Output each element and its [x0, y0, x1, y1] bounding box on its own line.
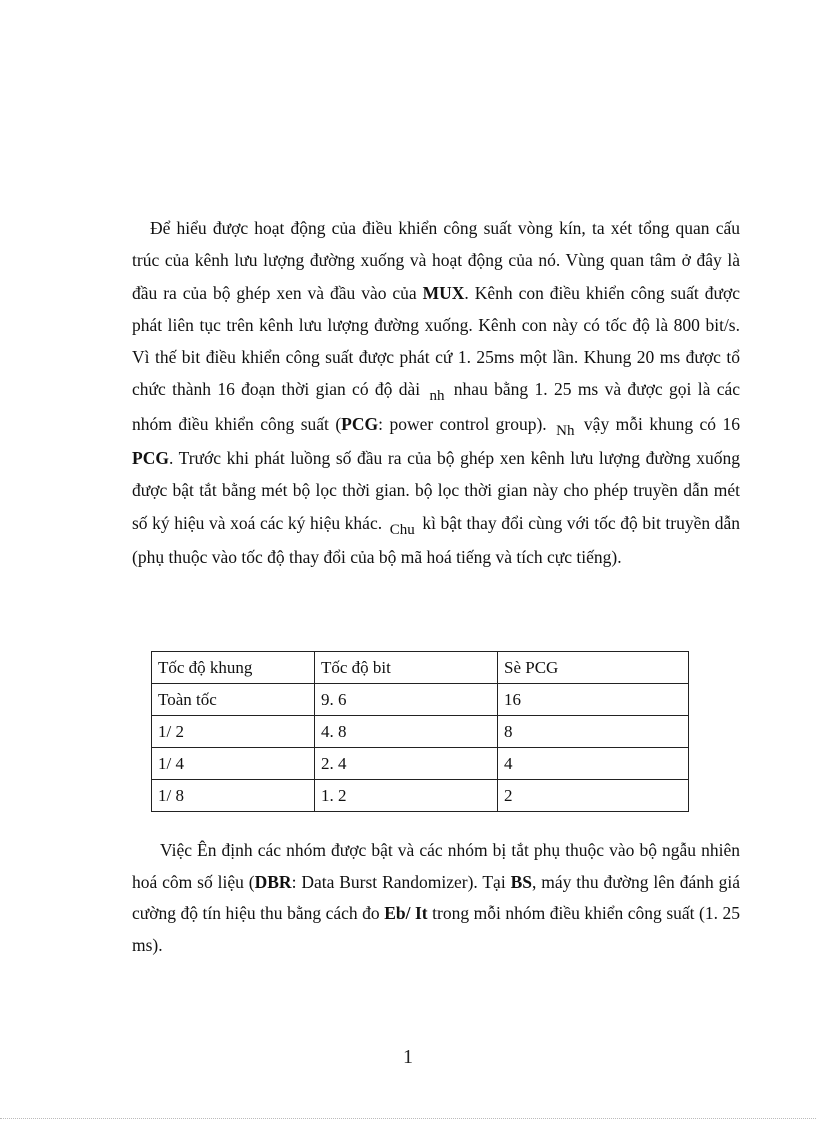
text-run: nhau bằng 1. 25 ms và được gọi là các nhóm điều khiển công suất ( — [132, 379, 740, 434]
cell-frame-rate: 1/ 4 — [152, 748, 315, 780]
header-cell-pcg-count: Sè PCG — [498, 652, 689, 684]
table-row — [152, 780, 689, 812]
table-header-row — [152, 652, 689, 684]
table-row — [152, 748, 689, 780]
cell-frame-rate: 1/ 8 — [152, 780, 315, 812]
cell-pcg-count: 8 — [498, 716, 689, 748]
bold-term: MUX — [422, 282, 465, 303]
text-run: Để hiểu được hoạt động của điều khiển công suất vòng kín, ta xét tổng quan cấu trúc của kênh lưu lượng đường xuống và hoạt động của nó. Vùng quan tâm ở đây là đầu ra của bộ ghép xen và đầu vào của — [132, 218, 740, 303]
bold-term: Eb/ It — [384, 903, 428, 923]
page-number: 1 — [403, 1046, 413, 1068]
cell-pcg-count: 16 — [498, 684, 689, 716]
cell-bit-rate: 4. 8 — [315, 716, 498, 748]
lowered-fragment: Chu — [389, 521, 415, 538]
text-run: , máy thu đường lên đánh giá cường độ tín hiệu thu bằng cách đo — [132, 871, 740, 923]
text-run: : Data Burst Randomizer). Tại — [291, 871, 511, 892]
frame-rate-table — [151, 651, 689, 812]
cell-pcg-count: 4 — [498, 748, 689, 780]
header-cell-bit-rate: Tốc độ bit — [315, 652, 498, 684]
text-run: vậy mỗi khung có 16 — [577, 413, 741, 434]
text-run: trong mỗi nhóm điều khiển công suất (1. 25 ms). — [132, 903, 741, 955]
bold-term: DBR — [254, 871, 292, 892]
table-row — [152, 716, 689, 748]
bold-term: PCG — [132, 448, 169, 469]
lowered-fragment: Nh — [556, 422, 575, 439]
bold-term: BS — [510, 871, 532, 892]
cell-bit-rate: 9. 6 — [315, 684, 498, 716]
cell-bit-rate: 2. 4 — [315, 748, 498, 780]
paragraph-closed-loop-power-control — [132, 212, 740, 573]
cell-frame-rate: Toàn tốc — [152, 684, 315, 716]
text-run: . Kênh con điều khiển công suất được phát liên tục trên kênh lưu lượng đường xuống. Kênh con này có tốc độ là 800 bit/s. Vì thế bit điều khiển công suất được phát cứ 1. 25ms một lần. Khung 20 ms được tổ chức thành 16 đoạn thời gian có độ dài — [132, 282, 740, 400]
paragraph-dbr-randomizer — [132, 835, 740, 961]
lowered-fragment: nh — [429, 388, 445, 405]
cell-bit-rate: 1. 2 — [315, 780, 498, 812]
text-run: . Trước khi phát luồng số đầu ra của bộ ghép xen kênh lưu lượng đường xuống được bật tắt bằng mét bộ lọc thời gian. bộ lọc thời gian này cho phép truyền dẫn mét số ký hiệu và xoá các ký hiệu khác. — [132, 448, 740, 533]
cell-frame-rate: 1/ 2 — [152, 716, 315, 748]
table-row — [152, 684, 689, 716]
text-run: : power control group). — [378, 413, 554, 434]
cell-pcg-count: 2 — [498, 780, 689, 812]
header-cell-frame-rate: Tốc độ khung — [152, 652, 315, 684]
text-run: Việc Ên định các nhóm được bật và các nhóm bị tắt phụ thuộc vào bộ ngẫu nhiên hoá côm số liệu ( — [132, 840, 740, 892]
page-bottom-divider — [0, 1118, 816, 1119]
bold-term: PCG — [341, 413, 379, 434]
text-run: kì bật thay đổi cùng với tốc độ bit truyền dẫn (phụ thuộc vào tốc độ thay đổi của bộ mã hoá tiếng và tích cực tiếng). — [132, 512, 740, 567]
